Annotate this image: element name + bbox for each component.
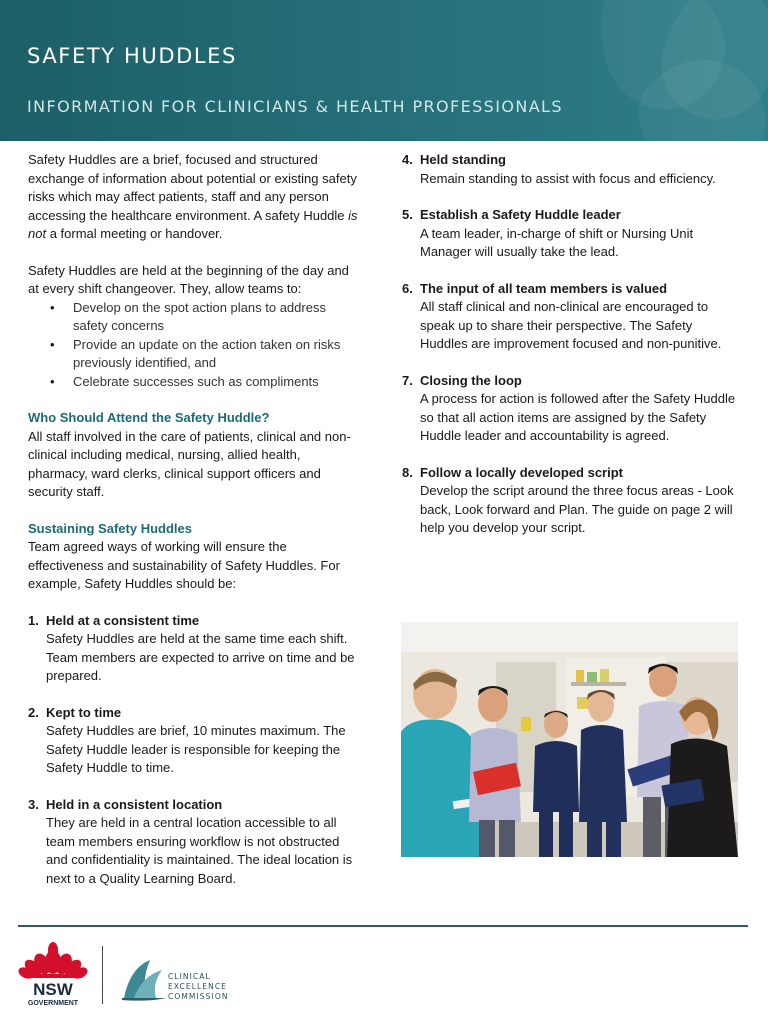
list-item: • Celebrate successes such as compliments (28, 373, 363, 392)
svg-text:GOVERNMENT: GOVERNMENT (27, 1000, 79, 1007)
left-column (28, 151, 363, 906)
who-paragraph: All staff involved in the care of patients, clinical and non-clinical including medical, nursing, allied health, pharmacy, ward clerks, clinical support officers and security staff. (28, 428, 351, 499)
numbered-list (28, 612, 363, 889)
cec-logo (120, 958, 168, 1004)
cec-wordmark: CLINICAL EXCELLENCE COMMISSION (168, 972, 229, 1001)
sustain-paragraph: Team agreed ways of working will ensure the effectiveness and sustainability of Safety Huddles. For example, Safety Huddles should be: (28, 539, 340, 591)
page-title: SAFETY HUDDLES (27, 44, 237, 68)
right-column (402, 151, 738, 556)
list-item: 8. Follow a locally developed script Develop the script around the three focus areas - Look back, Look forward and Plan. The guide on page 2 will help you develop your script. (402, 464, 734, 535)
footer-divider (18, 925, 748, 927)
held-paragraph: Safety Huddles are held at the beginning of the day and at every shift changeover. They, allow teams to: (28, 262, 349, 296)
list-item: • Develop on the spot action plans to address safety concerns (28, 299, 363, 336)
header-banner (0, 0, 768, 141)
intro-paragraph: Safety Huddles are a brief, focused and structured exchange of information about potential or existing safety risks which may affect patients, staff and any person accessing the healthcare environment. A safety Huddle is not a formal meeting or handover. (28, 152, 358, 241)
list-item: 6. The input of all team members is valued All staff clinical and non-clinical are encouraged to speak up to share their perspective. The Safety Huddles are improvement focused and non-punitive. (402, 280, 722, 351)
numbered-list (402, 151, 738, 538)
page-subtitle: INFORMATION FOR CLINICIANS & HEALTH PROFESSIONALS (27, 97, 563, 116)
svg-text:NSW: NSW (33, 980, 73, 999)
list-item: 7. Closing the loop A process for action is followed after the Safety Huddle so that all action items are assigned by the Safety Huddle leader and accountability is agreed. (402, 372, 736, 443)
list-item: 5. Establish a Safety Huddle leader A team leader, in-charge of shift or Nursing Unit Manager will usually take the lead. (402, 207, 694, 259)
bullet-list (28, 299, 363, 392)
list-item: 3. Held in a consistent location They are held in a central location accessible to all team members ensuring workflow is not obstructed and confidentiality is maintained. The ideal location is next to a Quality Learning Board. (28, 796, 353, 886)
nsw-government-logo (18, 940, 88, 1008)
list-item: • Provide an update on the action taken on risks previously identified, and (28, 336, 363, 373)
logo-separator (102, 946, 103, 1004)
list-item: 1. Held at a consistent time Safety Huddles are held at the same time each shift. Team members are expected to arrive on time and be prepared. (28, 612, 355, 683)
list-item: 2. Kept to time Safety Huddles are brief, 10 minutes maximum. The Safety Huddle leader is responsible for keeping the Safety Huddle to time. (28, 704, 346, 775)
sustain-heading: Sustaining Safety Huddles (28, 520, 192, 536)
team-huddle-photo (401, 622, 738, 857)
list-item: 4. Held standing Remain standing to assist with focus and efficiency. (402, 152, 716, 186)
who-heading: Who Should Attend the Safety Huddle? (28, 410, 270, 425)
